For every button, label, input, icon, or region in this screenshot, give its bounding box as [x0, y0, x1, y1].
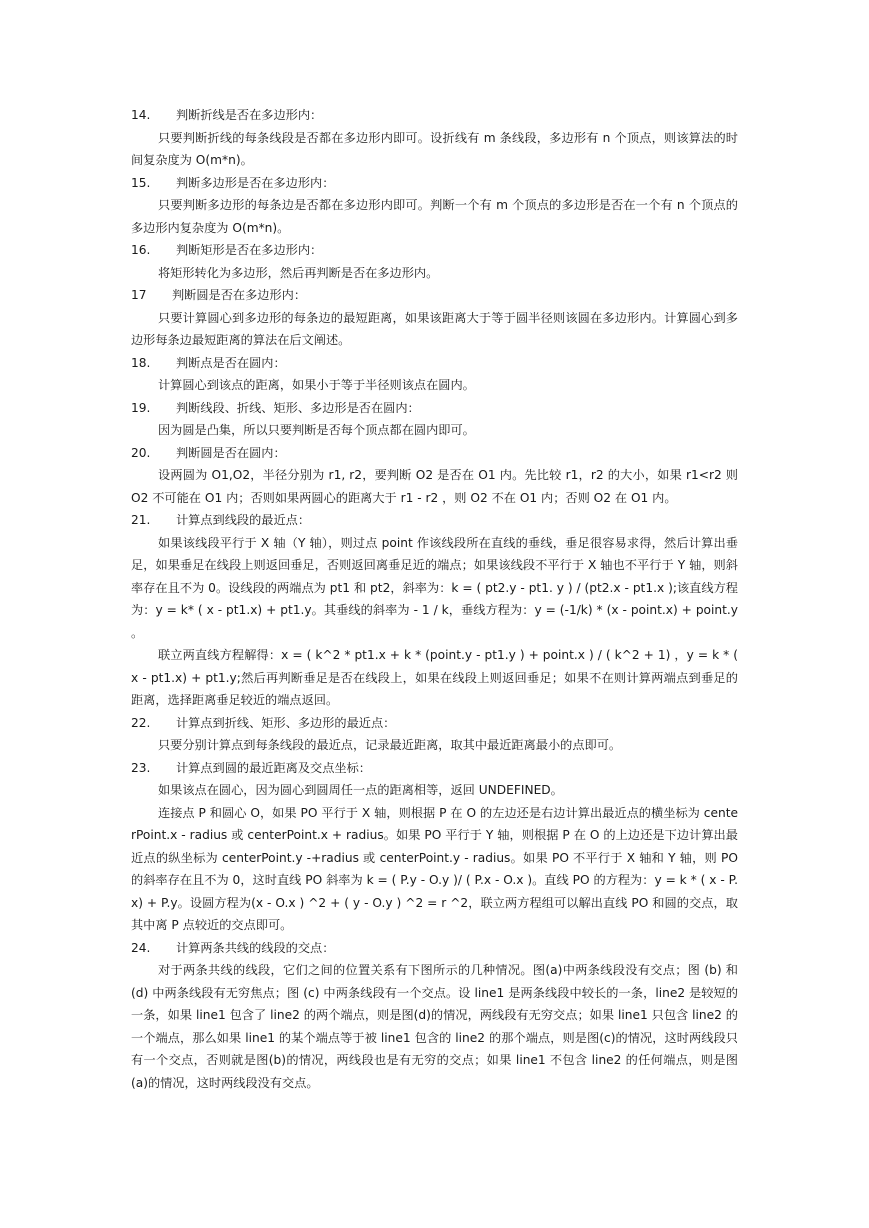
section-24: [131, 937, 738, 1095]
section-14: [131, 104, 738, 172]
section-number: 15.: [131, 175, 151, 190]
section-heading: [131, 442, 738, 465]
paragraph: 对于两条共线的线段，它们之间的位置关系有下图所示的几种情况。图(a)中两条线段没有交点；图 (b) 和 (d) 中两条线段有无穷焦点；图 (c) 中两条线段有一个交点。设 line1 是两条线段中较长的一条，line2 是较短的一条，如果 line1 包含了 line2 的两个端点，则是图(d)的情况，两线段有无穷交点；如果 line1 只包含 line2 的一个端点，那么如果 line1 的某个端点等于被 line1 包含的 line2 的那个端点，则是图(c)的情况，这时两线段只有一个交点，否则就是图(b)的情况，两线段也是有无穷的交点；如果 line1 不包含 line2 的任何端点，则是图(a)的情况，这时两线段没有交点。: [131, 963, 738, 1090]
section-title: 判断矩形是否在多边形内：: [176, 243, 323, 257]
section-title: 计算点到折线、矩形、多边形的最近点：: [176, 715, 396, 730]
section-20: [131, 442, 738, 510]
section-number: 23.: [131, 760, 151, 775]
section-heading: [131, 104, 738, 127]
section-heading: [131, 509, 738, 532]
section-title: 判断圆是否在圆内：: [176, 445, 286, 460]
section-heading: [131, 937, 738, 960]
section-16: [131, 239, 738, 284]
section-number: 19.: [131, 400, 151, 415]
section-heading: [131, 172, 738, 195]
section-title: 判断圆是否在多边形内：: [172, 288, 307, 302]
section-heading: [131, 284, 738, 307]
section-heading: [131, 397, 738, 420]
section-number: 21.: [131, 513, 151, 527]
paragraph: 只要计算圆心到多边形的每条边的最短距离，如果该距离大于等于圆半径则该圆在多边形内。计算圆心到多边形每条边最短距离的算法在后文阐述。: [131, 310, 738, 347]
paragraph: 联立两直线方程解得：x = ( k^2 * pt1.x + k * (point.y - pt1.y ) + point.x ) / ( k^2 + 1) ，y = k * ( x - pt1.x) + pt1.y;然后再判断垂足是否在线段上，如果在线段上则返回垂足；如果不在则计算两端点到垂足的距离，选择距离垂足较近的端点返回。: [131, 648, 738, 707]
section-23: [131, 757, 738, 937]
paragraph: 设两圆为 O1,O2，半径分别为 r1, r2，要判断 O2 是否在 O1 内。先比较 r1，r2 的大小，如果 r1<r2 则 O2 不可能在 O1 内；否则如果两圆心的距离大于 r1 - r2 ，则 O2 不在 O1 内；否则 O2 在 O1 内。: [131, 468, 738, 505]
section-number: 24.: [131, 940, 151, 955]
section-title: 计算点到线段的最近点：: [176, 513, 311, 527]
paragraph: 将矩形转化为多边形，然后再判断是否在多边形内。: [158, 265, 439, 280]
section-title: 判断线段、折线、矩形、多边形是否在圆内：: [176, 400, 420, 415]
paragraph: 只要判断折线的每条线段是否都在多边形内即可。设折线有 m 条线段，多边形有 n 个顶点，则该算法的时间复杂度为 O(m*n)。: [131, 130, 738, 167]
section-heading: [131, 239, 738, 262]
section-number: 20.: [131, 445, 151, 460]
paragraph: 如果该线段平行于 X 轴（Y 轴），则过点 point 作该线段所在直线的垂线，垂足很容易求得，然后计算出垂足，如果垂足在线段上则返回垂足，否则返回离垂足近的端点；如果该线段不平行于 X 轴也不平行于 Y 轴，则斜率存在且不为 0。设线段的两端点为 pt1 和 pt2，斜率为：k = ( pt2.y - pt1. y ) / (pt2.x - pt1.x );该直线方程为：y = k* ( x - pt1.x) + pt1.y。其垂线的斜率为 - 1 / k，垂线方程为：y = (-1/k) * (x - point.x) + point.y 。: [131, 535, 738, 640]
section-title: 判断折线是否在多边形内：: [176, 108, 323, 122]
section-15: [131, 172, 738, 240]
section-title: 判断多边形是否在多边形内：: [176, 175, 335, 190]
paragraph: 计算圆心到该点的距离，如果小于等于半径则该点在圆内。: [158, 378, 475, 392]
section-title: 计算点到圆的最近距离及交点坐标：: [176, 760, 371, 775]
section-17: [131, 284, 738, 352]
section-number: 14.: [131, 108, 151, 122]
paragraph: 只要判断多边形的每条边是否都在多边形内即可。判断一个有 m 个顶点的多边形是否在一个有 n 个顶点的多边形内复杂度为 O(m*n)。: [131, 198, 738, 235]
section-19: [131, 397, 738, 442]
section-heading: [131, 352, 738, 375]
paragraph: 因为圆是凸集，所以只要判断是否每个顶点都在圆内即可。: [158, 423, 475, 437]
document-page: [131, 104, 738, 1094]
section-number: 18.: [131, 355, 151, 370]
section-heading: [131, 712, 738, 735]
section-22: [131, 712, 738, 757]
section-21: [131, 509, 738, 712]
section-title: 判断点是否在圆内：: [176, 355, 286, 370]
paragraph: 连接点 P 和圆心 O，如果 PO 平行于 X 轴，则根据 P 在 O 的左边还是右边计算出最近点的横坐标为 centerPoint.x - radius 或 centerPoint.x + radius。如果 PO 平行于 Y 轴，则根据 P 在 O 的上边还是下边计算出最近点的纵坐标为 centerPoint.y -+radius 或 centerPoint.y - radius。如果 PO 不平行于 X 轴和 Y 轴，则 PO 的斜率存在且不为 0，这时直线 PO 斜率为 k = ( P.y - O.y )/ ( P.x - O.x )。直线 PO 的方程为：y = k * ( x - P.x) + P.y。设圆方程为(x - O.x ) ^2 + ( y - O.y ) ^2 = r ^2，联立两方程组可以解出直线 PO 和圆的交点，取其中离 P 点较近的交点即可。: [131, 805, 738, 932]
section-heading: [131, 757, 738, 780]
section-18: [131, 352, 738, 397]
section-number: 17: [131, 288, 147, 302]
paragraph: 只要分别计算点到每条线段的最近点，记录最近距离，取其中最近距离最小的点即可。: [158, 738, 622, 752]
section-number: 22.: [131, 715, 151, 730]
section-title: 计算两条共线的线段的交点：: [176, 940, 335, 955]
paragraph: 如果该点在圆心，因为圆心到圆周任一点的距离相等，返回 UNDEFINED。: [158, 783, 563, 797]
section-number: 16.: [131, 243, 151, 257]
